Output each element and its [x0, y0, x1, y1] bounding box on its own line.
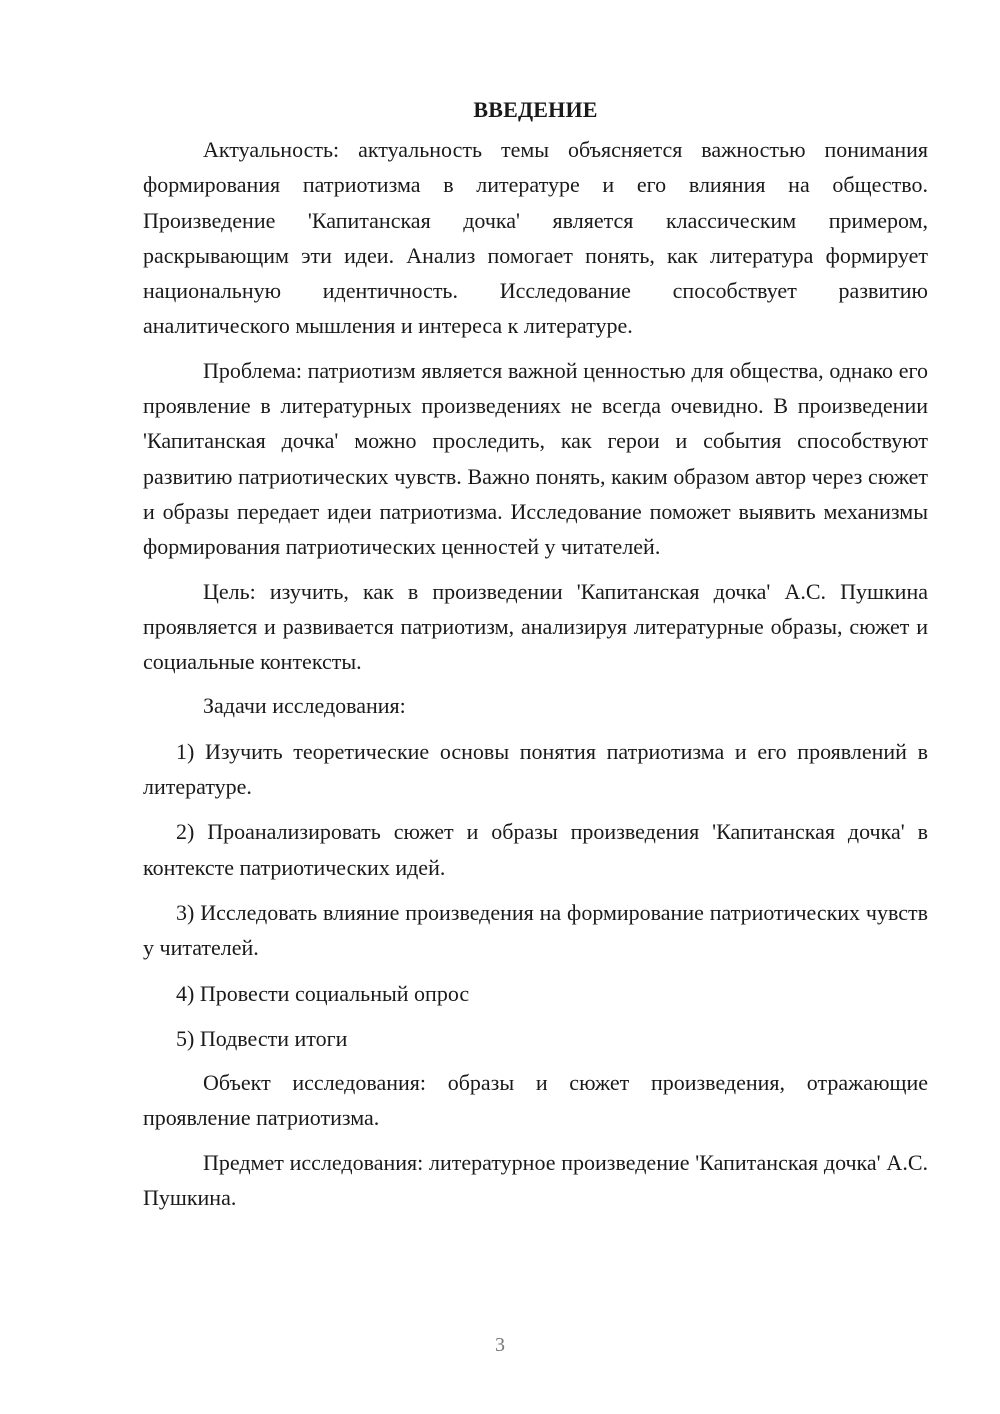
task-item-2: 2) Проанализировать сюжет и образы произведения 'Капитанская дочка' в контексте патриотических идей. — [143, 819, 928, 880]
object-paragraph: Объект исследования: образы и сюжет произведения, отражающие проявление патриотизма. — [143, 1070, 928, 1131]
tasks-heading: Задачи исследования: — [203, 693, 406, 719]
task-item-4: 4) Провести социальный опрос — [176, 980, 470, 1006]
page-number: 3 — [495, 1334, 505, 1356]
document-page — [143, 88, 928, 1215]
problem-paragraph: Проблема: патриотизм является важной ценностью для общества, однако его проявление в литературных произведениях не всегда очевидно. В произведении 'Капитанская дочка' можно проследить, как герои и события способствуют развитию патриотических чувств. Важно понять, каким образом автор через сюжет и образы передает идеи патриотизма. Исследование поможет выявить механизмы формирования патриотических ценностей у читателей. — [143, 357, 928, 560]
task-item-5: 5) Подвести итоги — [176, 1025, 348, 1051]
page-title: ВВЕДЕНИЕ — [473, 97, 598, 122]
subject-paragraph: Предмет исследования: литературное произведение 'Капитанская дочка' А.С. Пушкина. — [143, 1149, 928, 1211]
task-item-3: 3) Исследовать влияние произведения на формирование патриотических чувств у читателей. — [143, 899, 928, 961]
actuality-paragraph: Актуальность: актуальность темы объясняется важностью понимания формирования патриотизма в литературе и его влияния на общество. Произведение 'Капитанская дочка' является классическим примером, раскрывающим эти идеи. Анализ помогает понять, как литература формирует национальную идентичность. Исследование способствует развитию аналитического мышления и интереса к литературе. — [143, 137, 928, 339]
goal-paragraph: Цель: изучить, как в произведении 'Капитанская дочка' А.С. Пушкина проявляется и развивается патриотизм, анализируя литературные образы, сюжет и социальные контексты. — [143, 578, 928, 675]
tasks-list — [143, 734, 928, 1056]
task-item-1: 1) Изучить теоретические основы понятия патриотизма и его проявлений в литературе. — [143, 738, 928, 800]
